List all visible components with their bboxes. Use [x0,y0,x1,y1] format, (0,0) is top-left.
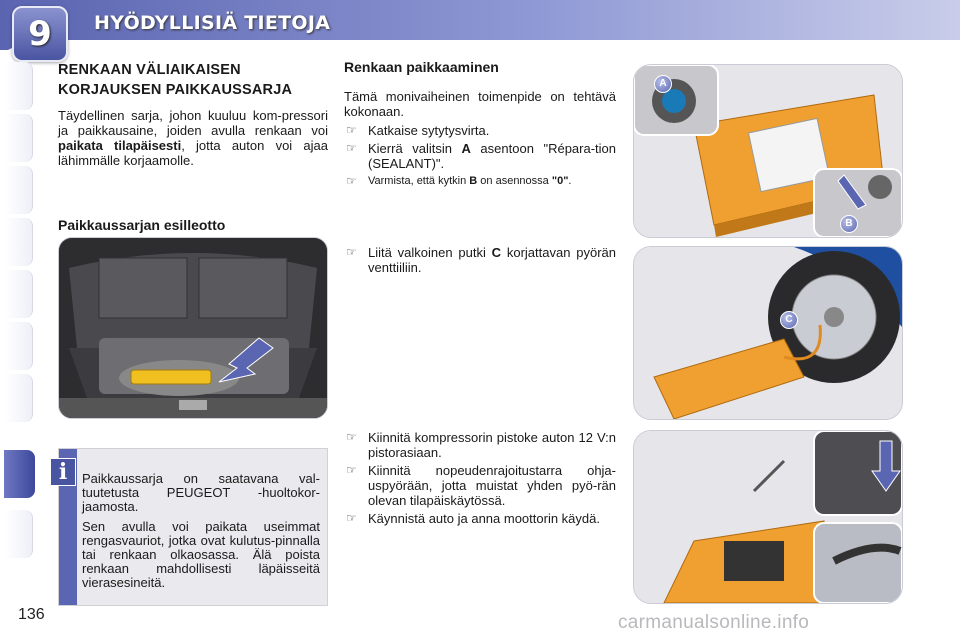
pointing-hand-icon: ☞ [346,430,357,444]
label-c: C [491,245,502,260]
list-item [344,123,616,138]
step-text: Kiinnitä nopeudenrajoitustarra ohja-uspyörään, jotta muistat yhden pyö-rän olevan tilapäiskäytössä. [368,463,616,508]
pointing-hand-icon: ☞ [346,511,357,525]
pointing-hand-icon: ☞ [346,141,357,155]
chapter-tab-active[interactable] [4,450,35,498]
chapter-tab[interactable] [4,114,33,162]
section-heading [58,60,328,100]
info-text [82,472,320,596]
step-text-end: . [568,175,572,187]
cabin-illustration [633,430,903,604]
chapter-tab[interactable] [4,166,33,214]
callout-b: B [840,215,858,233]
step-text-end: korjattavan pyörän venttiiliin. [368,245,616,275]
list-item [344,463,616,508]
repair-kit-drawing [634,65,902,237]
list-item [344,430,616,460]
step-text: Varmista, että kytkin [368,175,470,187]
section-heading: Renkaan paikkaaminen [344,59,499,75]
chapter-tab[interactable] [4,270,33,318]
wheel-illustration [633,246,903,420]
cabin-drawing [634,431,902,603]
step-text: Kierrä valitsin [368,141,462,156]
subsection-heading: Paikkaussarjan esilleotto [58,217,226,233]
chapter-tab[interactable] [4,322,33,370]
switch-position: "0" [551,175,569,187]
chapter-number: 9 [28,14,52,54]
middle-column [344,59,616,526]
label-b: B [469,175,478,187]
steps-list-1 [344,123,616,189]
chapter-tab[interactable] [4,374,33,422]
trunk-photo [58,237,328,419]
pointing-hand-icon: ☞ [346,245,357,259]
watermark: carmanualsonline.info [618,612,810,633]
intro-text-end: , jotta auton voi ajaa lähimmälle korjaamolle. [58,138,328,168]
intro-text: Täydellinen sarja, johon kuuluu kom-pressori ja paikkausaine, joiden avulla renkaan voi [58,108,328,138]
step-text: Kiinnitä kompressorin pistoke auton 12 V:n pistorasiaan. [368,430,616,460]
label-a: A [461,141,471,156]
step-text: Katkaise sytytysvirta. [368,123,490,138]
intro-paragraph: Tämä monivaiheinen toimenpide on tehtävä kokonaan. [344,89,616,119]
list-item [344,511,616,526]
step-text-mid: on asennossa [477,175,552,187]
wheel-drawing [634,247,902,419]
page-number: 136 [18,606,45,623]
page-title: HYÖDYLLISIÄ TIETOJA [94,12,331,34]
chapter-badge [12,6,68,62]
chapter-tab[interactable] [4,510,33,558]
heading-line-1: RENKAAN VÄLIAIKAISEN [58,62,241,78]
list-item [344,141,616,171]
left-column [58,60,328,233]
chapter-tab[interactable] [4,218,33,266]
info-icon: i [50,458,76,486]
steps-list-3 [344,430,616,529]
steps-list-2 [344,245,616,278]
list-item [344,245,616,275]
heading-line-2: KORJAUKSEN PAIKKAUSSARJA [58,82,293,98]
step-text-end: asentoon "Répara-tion (SEALANT)". [368,141,616,171]
trunk-illustration [59,238,327,418]
pointing-hand-icon: ☞ [346,463,357,477]
callout-c: C [780,311,798,329]
callout-a: A [654,75,672,93]
pointing-hand-icon: ☞ [346,174,357,188]
intro-bold: paikata tilapäisesti [58,138,182,153]
pointing-hand-icon: ☞ [346,123,357,137]
step-text: Käynnistä auto ja anna moottorin käydä. [368,511,600,526]
info-paragraph: Sen avulla voi paikata useimmat rengasvauriot, jotka ovat kulutus-pinnalla tai renkaan olkaosassa. Älä poista renkaan mahdollisesti läpäisseitä vierasesineitä. [82,519,320,590]
chapter-tab[interactable] [4,62,33,110]
chapter-tabs [0,62,38,582]
step-text: Liitä valkoinen putki [368,245,492,260]
repair-kit-illustration [633,64,903,238]
info-paragraph: Paikkaussarja on saatavana val-tuutetusta PEUGEOT -huoltokor-jaamosta. [82,471,320,514]
list-item [344,174,616,189]
intro-paragraph [58,108,328,168]
